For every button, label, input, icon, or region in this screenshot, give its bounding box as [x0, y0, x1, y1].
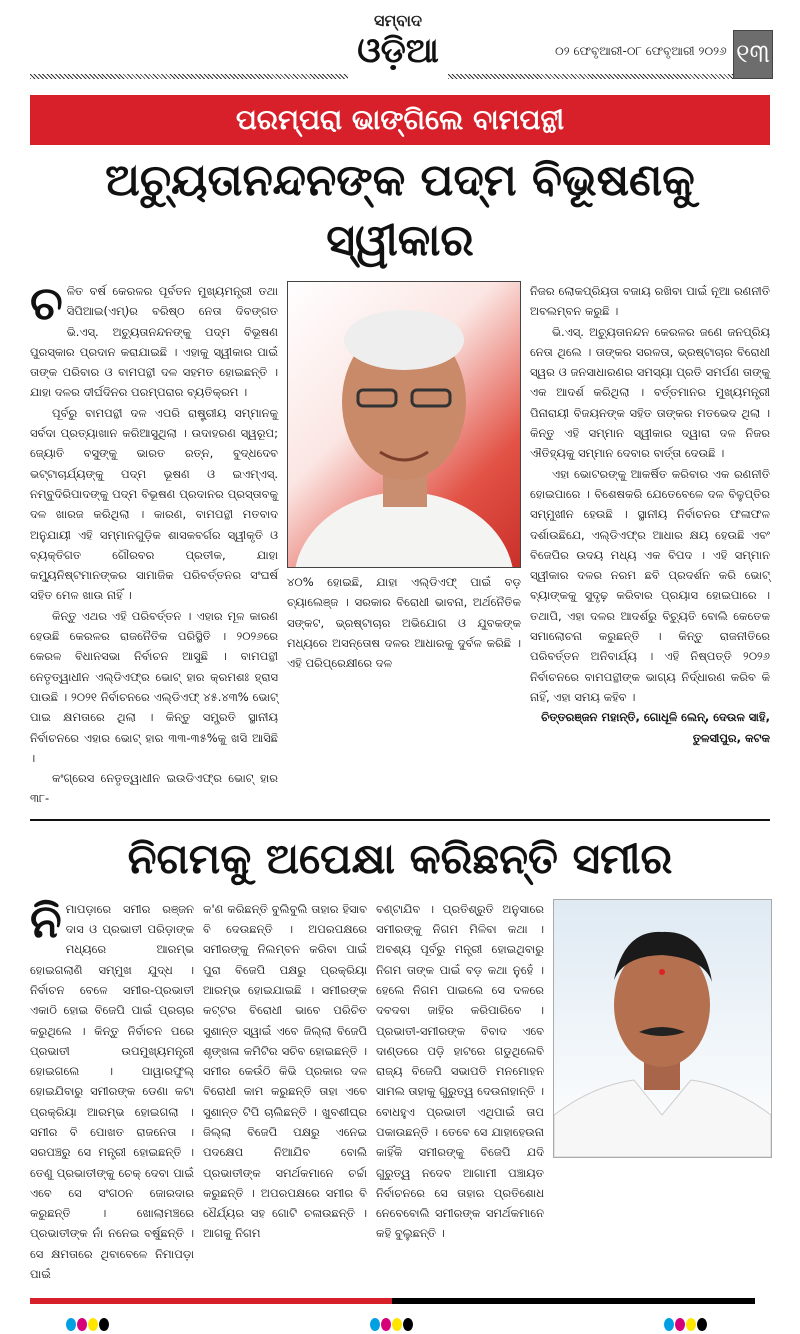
article1-col3: [530, 281, 770, 748]
header-rule-right: [448, 74, 770, 79]
paragraph: କଂଗ୍ରେସ ନେତୃତ୍ୱାଧୀନ ଇଉଡିଏଫ୍‌ର ଭୋଟ୍ ହାର ୩୮-: [30, 771, 278, 806]
registration-mark: [66, 1318, 76, 1331]
article2-col1: [30, 893, 194, 1285]
registration-mark: [403, 1318, 413, 1331]
article1-col1: [30, 276, 278, 809]
kicker-banner: ପରମ୍ପରା ଭାଙ୍ଗିଲେ ବାମପନ୍ଥୀ: [30, 95, 770, 145]
section-divider: [30, 819, 770, 821]
paragraph: କିନ୍ତୁ ଏଥର ଏହି ପରିବର୍ତ୍ତନ । ଏହାର ମୂଳ କାରଣ ହେଉଛି କେରଳର ରାଜନୈତିକ ପରିସ୍ଥିତି । ୨୦୨୬ରେ କେରଳ ବିଧାନସଭା ନିର୍ବାଚନ ଆସୁଛି । ବାମପନ୍ଥୀ ନେତୃତ୍ୱାଧୀନ ଏଲ୍‌ଡିଏଫ୍‌ର ଭୋଟ୍ ହାର କ୍ରମଶଃ ହ୍ରାସ ପାଉଛି । ୨୦୨୧ ନିର୍ବାଚନରେ ଏଲ୍‌ଡିଏଫ୍ ୪୫.୪୩% ଭୋଟ୍ ପାଇ କ୍ଷମତାରେ ଥିଲା । କିନ୍ତୁ ସମ୍ପ୍ରତି ସ୍ଥାନୀୟ ନିର୍ବାଚନରେ ଏହାର ଭୋଟ୍ ହାର ୩୩-୩୫%କୁ ଖସି ଆସିଛି ।: [30, 608, 278, 765]
header-rule-left: [30, 74, 348, 79]
paragraph: ନିଜର ଲୋକପ୍ରିୟତା ବଜାୟ ରଖିବା ପାଇଁ ନୂଆ ରଣନୀତି ଅବଲମ୍ବନ କରୁଛି ।: [530, 284, 770, 319]
paragraph: ମାପଡ଼ାରେ ସମୀର ରଞ୍ଜନ ଦାସ ଓ ପ୍ରଭାତୀ ପରିଡ଼ାଙ୍କ ମଧ୍ୟରେ ଆରମ୍ଭ ହୋଇଗଲାଣି ସମ୍ମୁଖ ଯୁଦ୍ଧ । ନିର୍ବାଚନ ବେଳେ ସମୀର-ପ୍ରଭାତୀ ଏକାଠି ହୋଇ ବିଜେପି ପାଇଁ ପ୍ରଚାର କରୁଥିଲେ । କିନ୍ତୁ ନିର୍ବାଚନ ପରେ ପ୍ରଭାତୀ ଉପମୁଖ୍ୟମନ୍ତ୍ରୀ ହୋଇଗଲେ । ପାୱାରଫୁଲ୍ ହୋଇଯିବାରୁ ସମୀରଙ୍କ ଡେଣା କଟା ପ୍ରକ୍ରିୟା ଆରମ୍ଭ ହୋଇଗଲା । ସମୀର ବି ପୋଖତ ରାଜନେତା । ସରପଞ୍ଚରୁ ସେ ମନ୍ତ୍ରୀ ହୋଇଛନ୍ତି । ତେଣୁ ପ୍ରଭାତୀଙ୍କୁ ଚେକ୍ ଦେବା ପାଇଁ ଏବେ ସେ ସଂଗଠନ ଜୋରଦାର କରୁଛନ୍ତି । ଖୋଲାମଞ୍ଚରେ ପ୍ରଭାତୀଙ୍କ ନାଁ ନନେଇ ବର୍ଷୁଛନ୍ତି । ସେ କ୍ଷମତାରେ ଥିବାବେଳେ ନିମାପଡ଼ା ପାଇଁ: [30, 901, 194, 1282]
paragraph: ପୂର୍ବରୁ ବାମପନ୍ଥୀ ଦଳ ଏପରି ରାଷ୍ଟ୍ରୀୟ ସମ୍ମାନକୁ ସର୍ବଦା ପ୍ରତ୍ୟାଖାନ କରିଆସୁଥିଲା । ଉଦାହରଣ ସ୍ୱରୂପ; ଜ୍ୟୋତି ବସୁଙ୍କୁ ଭାରତ ରତ୍ନ, ବୁଦ୍ଧଦେବ ଭଟ୍ଟାଚାର୍ଯ୍ୟଙ୍କୁ ପଦ୍ମ ଭୂଷଣ ଓ ଇଏମ୍ଏସ୍. ନମ୍ବୁଦିରିପାଦଙ୍କୁ ପଦ୍ମ ବିଭୂଷଣ ପ୍ରଦାନର ପ୍ରସ୍ତାବକୁ ଦଳ ଖାରଜ କରିଥିଲା । କାରଣ, ବାମପନ୍ଥୀ ମତବାଦ ଅନୁଯାୟୀ ଏହି ସମ୍ମାନଗୁଡ଼ିକ ଶାସକବର୍ଗର ସ୍ୱୀକୃତି ଓ ବ୍ୟକ୍ତିଗତ ଗୌରବର ପ୍ରତୀକ, ଯାହା କମ୍ୟୁନିଷ୍ଟମାନଙ୍କର ସାମାଜିକ ପରିବର୍ତ୍ତନର ସଂଘର୍ଷ ସହିତ ମେଳ ଖାଉ ନାହିଁ ।: [30, 405, 278, 603]
article2-headline: ନିଗମକୁ ଅପେକ୍ଷା କରିଛନ୍ତି ସମୀର: [127, 833, 673, 883]
paragraph: ଭି.ଏସ୍. ଅଚ୍ୟୁତାନନ୍ଦନ କେରଳର ଜଣେ ଜନପ୍ରିୟ ନେତା ଥିଲେ । ତାଙ୍କର ସରଳତା, ଭ୍ରଷ୍ଟାଚାର ବିରୋଧୀ ସ୍ୱର ଓ ଜନସାଧାରଣର ସମସ୍ୟା ପ୍ରତି ସମର୍ପଣ ତାଙ୍କୁ ଏକ ଆଦର୍ଶ କରିଥିଲା । ବର୍ତ୍ତମାନର ମୁଖ୍ୟମନ୍ତ୍ରୀ ପିନାରାୟୀ ବିଜୟନଙ୍କ ସହିତ ତାଙ୍କର ମତଭେଦ ଥିଲା । କିନ୍ତୁ ଏହି ସମ୍ମାନ ସ୍ୱୀକାର ଦ୍ୱାରା ଦଳ ନିଜର ଐତିହ୍ୟକୁ ସମ୍ମାନ ଦେବାର ବାର୍ତ୍ତା ଦେଉଛି ।: [530, 324, 770, 461]
paragraph: ବଣ୍ଟାଯିବ । ପ୍ରତିଶ୍ରୁତି ଅନୁସାରେ ସମୀରଙ୍କୁ ନିଗମ ମିଳିବା କଥା । ଅବଶ୍ୟ ପୂର୍ବରୁ ମନ୍ତ୍ରୀ ହୋଇଥିବାରୁ ନିଗମ ତାଙ୍କ ପାଇଁ ବଡ଼ କଥା ନୁହେଁ । ହେଲେ ନିଗମ ପାଇଲେ ସେ ଦଳରେ ଦବଦବା ଜାହିର କରିପାରିବେ । ପ୍ରଭାତୀ-ସମୀରଙ୍କ ବିବାଦ ଏବେ ଦାଣ୍ଡରେ ପଡ଼ି ହାଟରେ ଗଡୁଥିଲେବି ରାଜ୍ୟ ବିଜେପି ସଭାପତି ମନମୋହନ ସାମଲ ତାହାକୁ ଗୁରୁତ୍ୱ ଦେଉନାହାନ୍ତି । ବୋଧହୁଏ ପ୍ରଭାତୀ ଏଥିପାଇଁ ତାପ ପକାଉଛନ୍ତି । ତେବେ ସେ ଯାହାହେଉନା କାହିଁକି ସମୀରଙ୍କୁ ବିଜେପି ଯଦି ଗୁରୁତ୍ୱ ନଦେବ ଆଗାମୀ ପଞ୍ଚାୟତ ନିର୍ବାଚନରେ ସେ ତାହାର ପ୍ରତିଶୋଧ ନେବେବୋଲି ସମୀରଙ୍କ ସମର୍ଥକମାନେ କହି ବୁଲୁଛନ୍ତି ।: [376, 901, 544, 1241]
footer-rule-red: [30, 1298, 392, 1304]
article2-col3: [376, 899, 544, 1244]
registration-mark: [370, 1318, 380, 1331]
logo-top: ସମ୍ବାଦ: [374, 11, 422, 30]
paragraph: ୪୦% ହୋଇଛି, ଯାହା ଏଲ୍‌ଡିଏଫ୍ ପାଇଁ ବଡ଼ ଚ୍ୟାଲେଞ୍ଜ । ସରକାର ବିରୋଧୀ ଭାବନା, ଅର୍ଥନୈତିକ ସଙ୍କଟ, ଭ୍ରଷ୍ଟାଚାର ଅଭିଯୋଗ ଓ ଯୁବକଙ୍କ ମଧ୍ୟରେ ଅସନ୍ତୋଷ ଦଳର ଆଧାରକୁ ଦୁର୍ବଳ କରିଛି । ଏହି ପରିପ୍ରେକ୍ଷୀରେ ଦଳ: [287, 575, 521, 671]
registration-mark: [664, 1318, 674, 1331]
drop-cap: ନି: [30, 893, 62, 948]
samir-photo: [553, 899, 772, 1158]
registration-mark: [697, 1318, 707, 1331]
registration-mark: [77, 1318, 87, 1331]
article1-headline: ଅଚ୍ୟୁତାନନ୍ଦନଙ୍କ ପଦ୍ମ ବିଭୂଷଣକୁ ସ୍ୱୀକାର: [105, 155, 695, 266]
footer-rule-black: [392, 1298, 755, 1304]
page-number: ୧୩: [733, 30, 773, 79]
registration-mark: [88, 1318, 98, 1331]
letter-signature: ଚିତ୍ତରଞ୍ଜନ ମହାନ୍ତି, ଗୋଧୂଳି ଲେନ୍, ଦେଉଳ ସାହି, ତୁଳସୀପୁର, କଟକ: [541, 710, 770, 745]
registration-mark: [381, 1318, 391, 1331]
page-footer: [30, 1298, 770, 1334]
registration-mark: [675, 1318, 685, 1331]
article1-middle: [287, 281, 521, 673]
issue-date: ୦୨ ଫେବୃଆରୀ-୦୮ ଫେବୃଆରୀ ୨୦୨୬: [555, 44, 727, 58]
masthead-logo: [350, 12, 446, 84]
registration-mark: [392, 1318, 402, 1331]
achuthanandan-photo: [287, 281, 521, 568]
registration-mark: [686, 1318, 696, 1331]
masthead: [30, 0, 770, 88]
paragraph: ଏହା ଭୋଟରଙ୍କୁ ଆକର୍ଷିତ କରିବାର ଏକ ରଣନୀତି ହୋଇପାରେ । ବିଶେଷକରି ଯେତେବେଳେ ଦଳ ବିଳୁପ୍ତିର ସମ୍ମୁଖୀନ ହେଉଛି । ସ୍ଥାନୀୟ ନିର୍ବାଚନର ଫଳାଫଳ ଦର୍ଶାଉଛିଯେ, ଏଲ୍‌ଡିଏଫ୍‌ର ଆଧାର କ୍ଷୟ ହେଉଛି ଏବଂ ବିଜେପିର ଉଦୟ ମଧ୍ୟ ଏକ ବିପଦ । ଏହି ସମ୍ମାନ ସ୍ୱୀକାର ଦଳର ନରମ ଛବି ପ୍ରଦର୍ଶନ କରି ଭୋଟ୍ ବ୍ୟାଙ୍କକୁ ସୁଦୃଢ଼ କରିବାର ପ୍ରୟାସ ହୋଇପାରେ । ତଥାପି, ଏହା ଦଳର ଆଦର୍ଶରୁ ବିଚ୍ୟୁତି ବୋଲି କେତେକ ସମାଲୋଚନା କରୁଛନ୍ତି । କିନ୍ତୁ ରାଜନୀତିରେ ପରିବର୍ତ୍ତନ ଅନିବାର୍ଯ୍ୟ । ଏହି ନିଷ୍ପତ୍ତି ୨୦୨୬ ନିର୍ବାଚନରେ ବାମପନ୍ଥୀଙ୍କ ଭାଗ୍ୟ ନିର୍ଦ୍ଧାରଣ କରିବ କି ନାହିଁ, ଏହା ସମୟ କହିବ ।: [530, 466, 770, 704]
article2-col2: [203, 899, 367, 1244]
article1-body: [30, 276, 770, 809]
paragraph: କ'ଣ କରିଛନ୍ତି ବୁଲିବୁଲି ତାହାର ହିସାବ ବି ଦେଉଛନ୍ତି । ଅପରପକ୍ଷରେ ସମୀରଙ୍କୁ ନିଲମ୍ବନ କରିବା ପାଇଁ ପୁରା ବିଜେପି ପକ୍ଷରୁ ପ୍ରକ୍ରିୟା ଆରମ୍ଭ ହୋଇଯାଇଛି । ସମୀରଙ୍କ କଟ୍ଟର ବିରୋଧୀ ଭାବେ ପରିଚିତ ସୁଶାନ୍ତ ସ୍ୱାଇଁ ଏବେ ଜିଲ୍ଲା ବିଜେପି ଶୃଙ୍ଖଳା କମିଟିର ସଚିବ ହୋଇଛନ୍ତି । ସମୀର କେଉଁଠି କିଭି ପ୍ରକାର ଦଳ ବିରୋଧୀ କାମ କରୁଛନ୍ତି ତାହା ଏବେ ସୁଶାନ୍ତ ଟିପି ଚାଲିଛନ୍ତି । ଖୁବଶୀଘ୍ର ଜିଲ୍ଲା ବିଜେପି ପକ୍ଷରୁ ଏନେଇ ପଦକ୍ଷେପ ନିଆଯିବ ବୋଲି ପ୍ରଭାତୀଙ୍କ ସମର୍ଥକମାନେ ଚର୍ଚ୍ଚା କରୁଛନ୍ତି । ଅପରପକ୍ଷରେ ସମୀର ବି ଧୈର୍ଯ୍ୟର ସହ ଗୋଟି ଚଳାଉଛନ୍ତି । ଆଗକୁ ନିଗମ: [203, 901, 367, 1241]
registration-mark: [99, 1318, 109, 1331]
drop-cap: ଚ: [30, 276, 63, 330]
logo-main: ଓଡ଼ିଆ: [357, 31, 439, 71]
paragraph: ଳିତ ବର୍ଷ କେରଳର ପୂର୍ବତନ ମୁଖ୍ୟମନ୍ତ୍ରୀ ତଥା ସିପିଆଇ(ଏମ୍)ର ବରିଷ୍ଠ ନେତା ଦିବଙ୍ଗତ ଭି.ଏସ୍. ଅଚ୍ୟୁତାନନ୍ଦନଙ୍କୁ ପଦ୍ମ ବିଭୂଷଣ ପୁରସ୍କାର ପ୍ରଦାନ କରାଯାଇଛି । ଏହାକୁ ସ୍ୱୀକାର ପାଇଁ ତାଙ୍କ ପରିବାର ଓ ବାମପନ୍ଥୀ ଦଳ ସହମତ ହୋଇଛନ୍ତି । ଯାହା ଦଳର ଦୀର୍ଘଦିନର ପରମ୍ପରାର ବ୍ୟତିକ୍ରମ ।: [30, 284, 278, 400]
article2-body: [30, 893, 770, 1285]
